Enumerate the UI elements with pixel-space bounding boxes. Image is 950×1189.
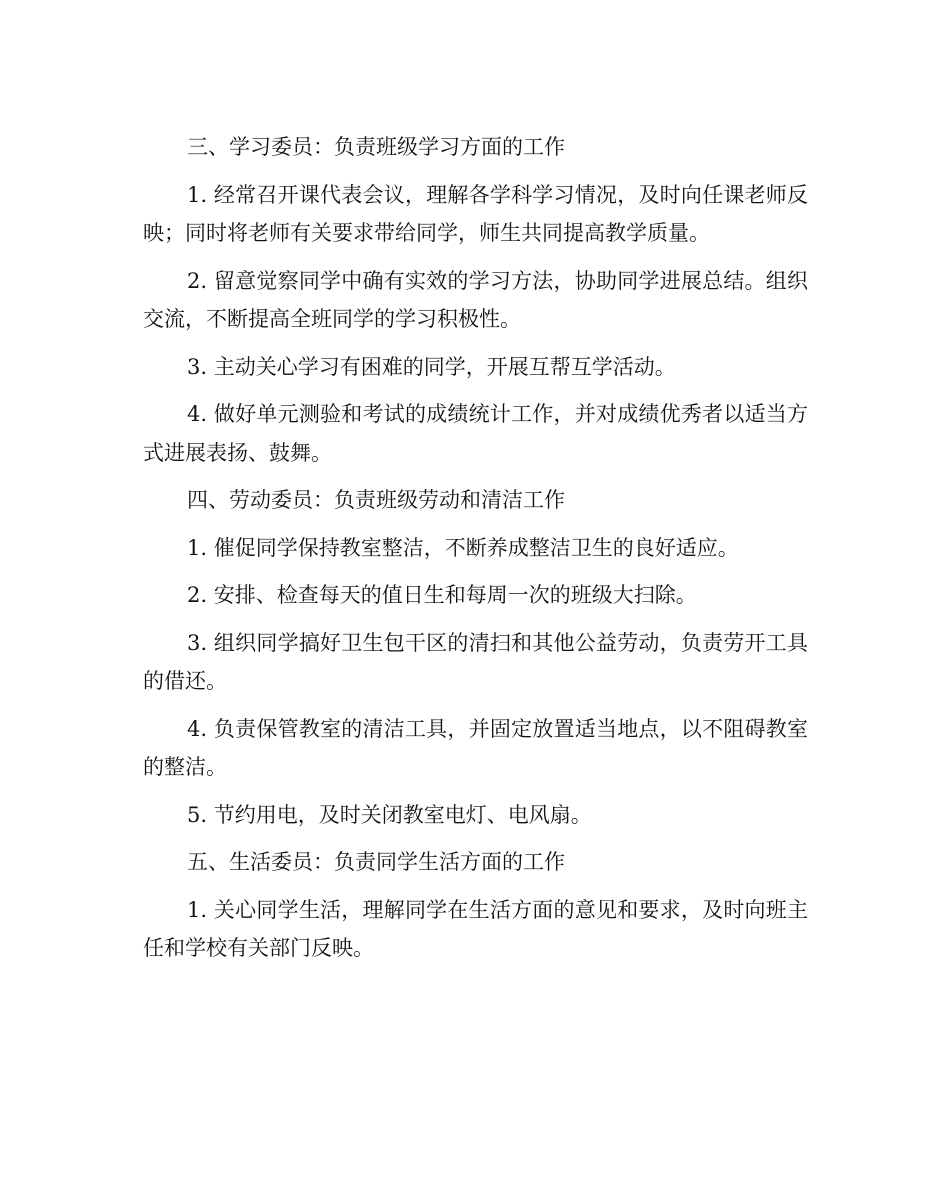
paragraph: 2. 留意觉察同学中确有实效的学习方法，协助同学进展总结。组织交流，不断提高全班同学的学习积极性。 [143,268,808,331]
section-heading-life: 五、生活委员：负责同学生活方面的工作 [187,850,565,874]
paragraph: 1. 关心同学生活，理解同学在生活方面的意见和要求，及时向班主任和学校有关部门反映。 [143,897,808,960]
section-heading-labor: 四、劳动委员：负责班级劳动和清洁工作 [187,488,565,512]
paragraph: 1. 经常召开课代表会议，理解各学科学习情况，及时向任课老师反映；同时将老师有关要求带给同学，师生共同提高教学质量。 [143,182,808,245]
paragraph: 4. 负责保管教室的清洁工具，并固定放置适当地点，以不阻碍教室的整洁。 [143,716,808,779]
paragraph: 1. 催促同学保持教室整洁，不断养成整洁卫生的良好适应。 [187,535,739,560]
document-body [143,128,808,977]
paragraph: 5. 节约用电，及时关闭教室电灯、电风扇。 [187,802,592,827]
paragraph: 3. 组织同学搞好卫生包干区的清扫和其他公益劳动，负责劳开工具的借还。 [143,630,808,693]
paragraph: 2. 安排、检查每天的值日生和每周一次的班级大扫除。 [187,583,697,607]
paragraph: 3. 主动关心学习有困难的同学，开展互帮互学活动。 [187,354,676,379]
section-heading-study: 三、学习委员：负责班级学习方面的工作 [187,135,565,159]
paragraph: 4. 做好单元测验和考试的成绩统计工作，并对成绩优秀者以适当方式进展表扬、鼓舞。 [143,402,808,465]
